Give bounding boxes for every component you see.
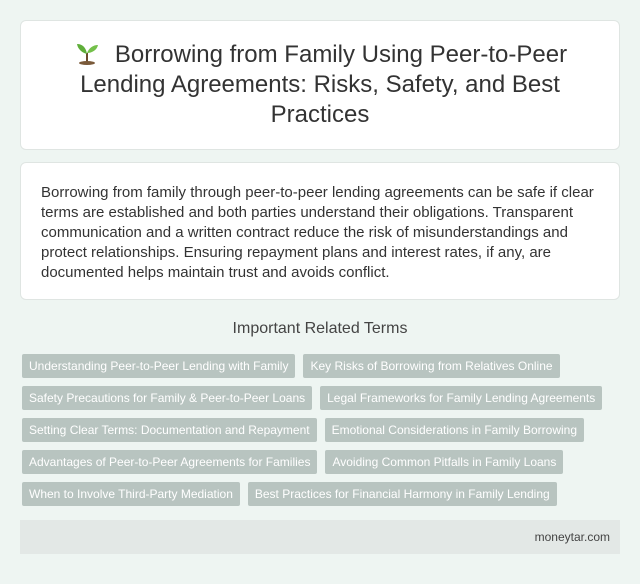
summary-card (20, 162, 620, 300)
sprout-icon (73, 41, 101, 65)
related-term-tag[interactable]: Advantages of Peer-to-Peer Agreements for Families (22, 450, 317, 474)
related-terms-list (22, 354, 622, 506)
related-term-tag[interactable]: Understanding Peer-to-Peer Lending with Family (22, 354, 295, 378)
related-term-tag[interactable]: Best Practices for Financial Harmony in Family Lending (248, 482, 557, 506)
summary-text: Borrowing from family through peer-to-peer lending agreements can be safe if clear terms are established and both parties understand their obligations. Transparent communication and a written contract reduce the risk of misunderstandings and protect relationships. Ensuring repayment plans and interest rates, if any, are documented helps maintain trust and avoids conflict. (41, 184, 594, 281)
related-term-tag[interactable]: Emotional Considerations in Family Borrowing (325, 418, 584, 442)
related-term-tag[interactable]: Avoiding Common Pitfalls in Family Loans (325, 450, 563, 474)
page-title-text: Borrowing from Family Using Peer-to-Peer Lending Agreements: Risks, Safety, and Best Practices (80, 41, 568, 128)
related-term-tag[interactable]: Legal Frameworks for Family Lending Agreements (320, 386, 602, 410)
related-term-tag[interactable]: Safety Precautions for Family & Peer-to-Peer Loans (22, 386, 312, 410)
page-title (70, 40, 570, 130)
related-term-tag[interactable]: When to Involve Third-Party Mediation (22, 482, 240, 506)
related-term-tag[interactable]: Setting Clear Terms: Documentation and Repayment (22, 418, 317, 442)
title-card (20, 20, 620, 150)
footer-site-link[interactable]: moneytar.com (534, 530, 610, 544)
related-term-tag[interactable]: Key Risks of Borrowing from Relatives Online (303, 354, 559, 378)
footer (20, 520, 620, 554)
related-terms-heading: Important Related Terms (232, 320, 408, 337)
